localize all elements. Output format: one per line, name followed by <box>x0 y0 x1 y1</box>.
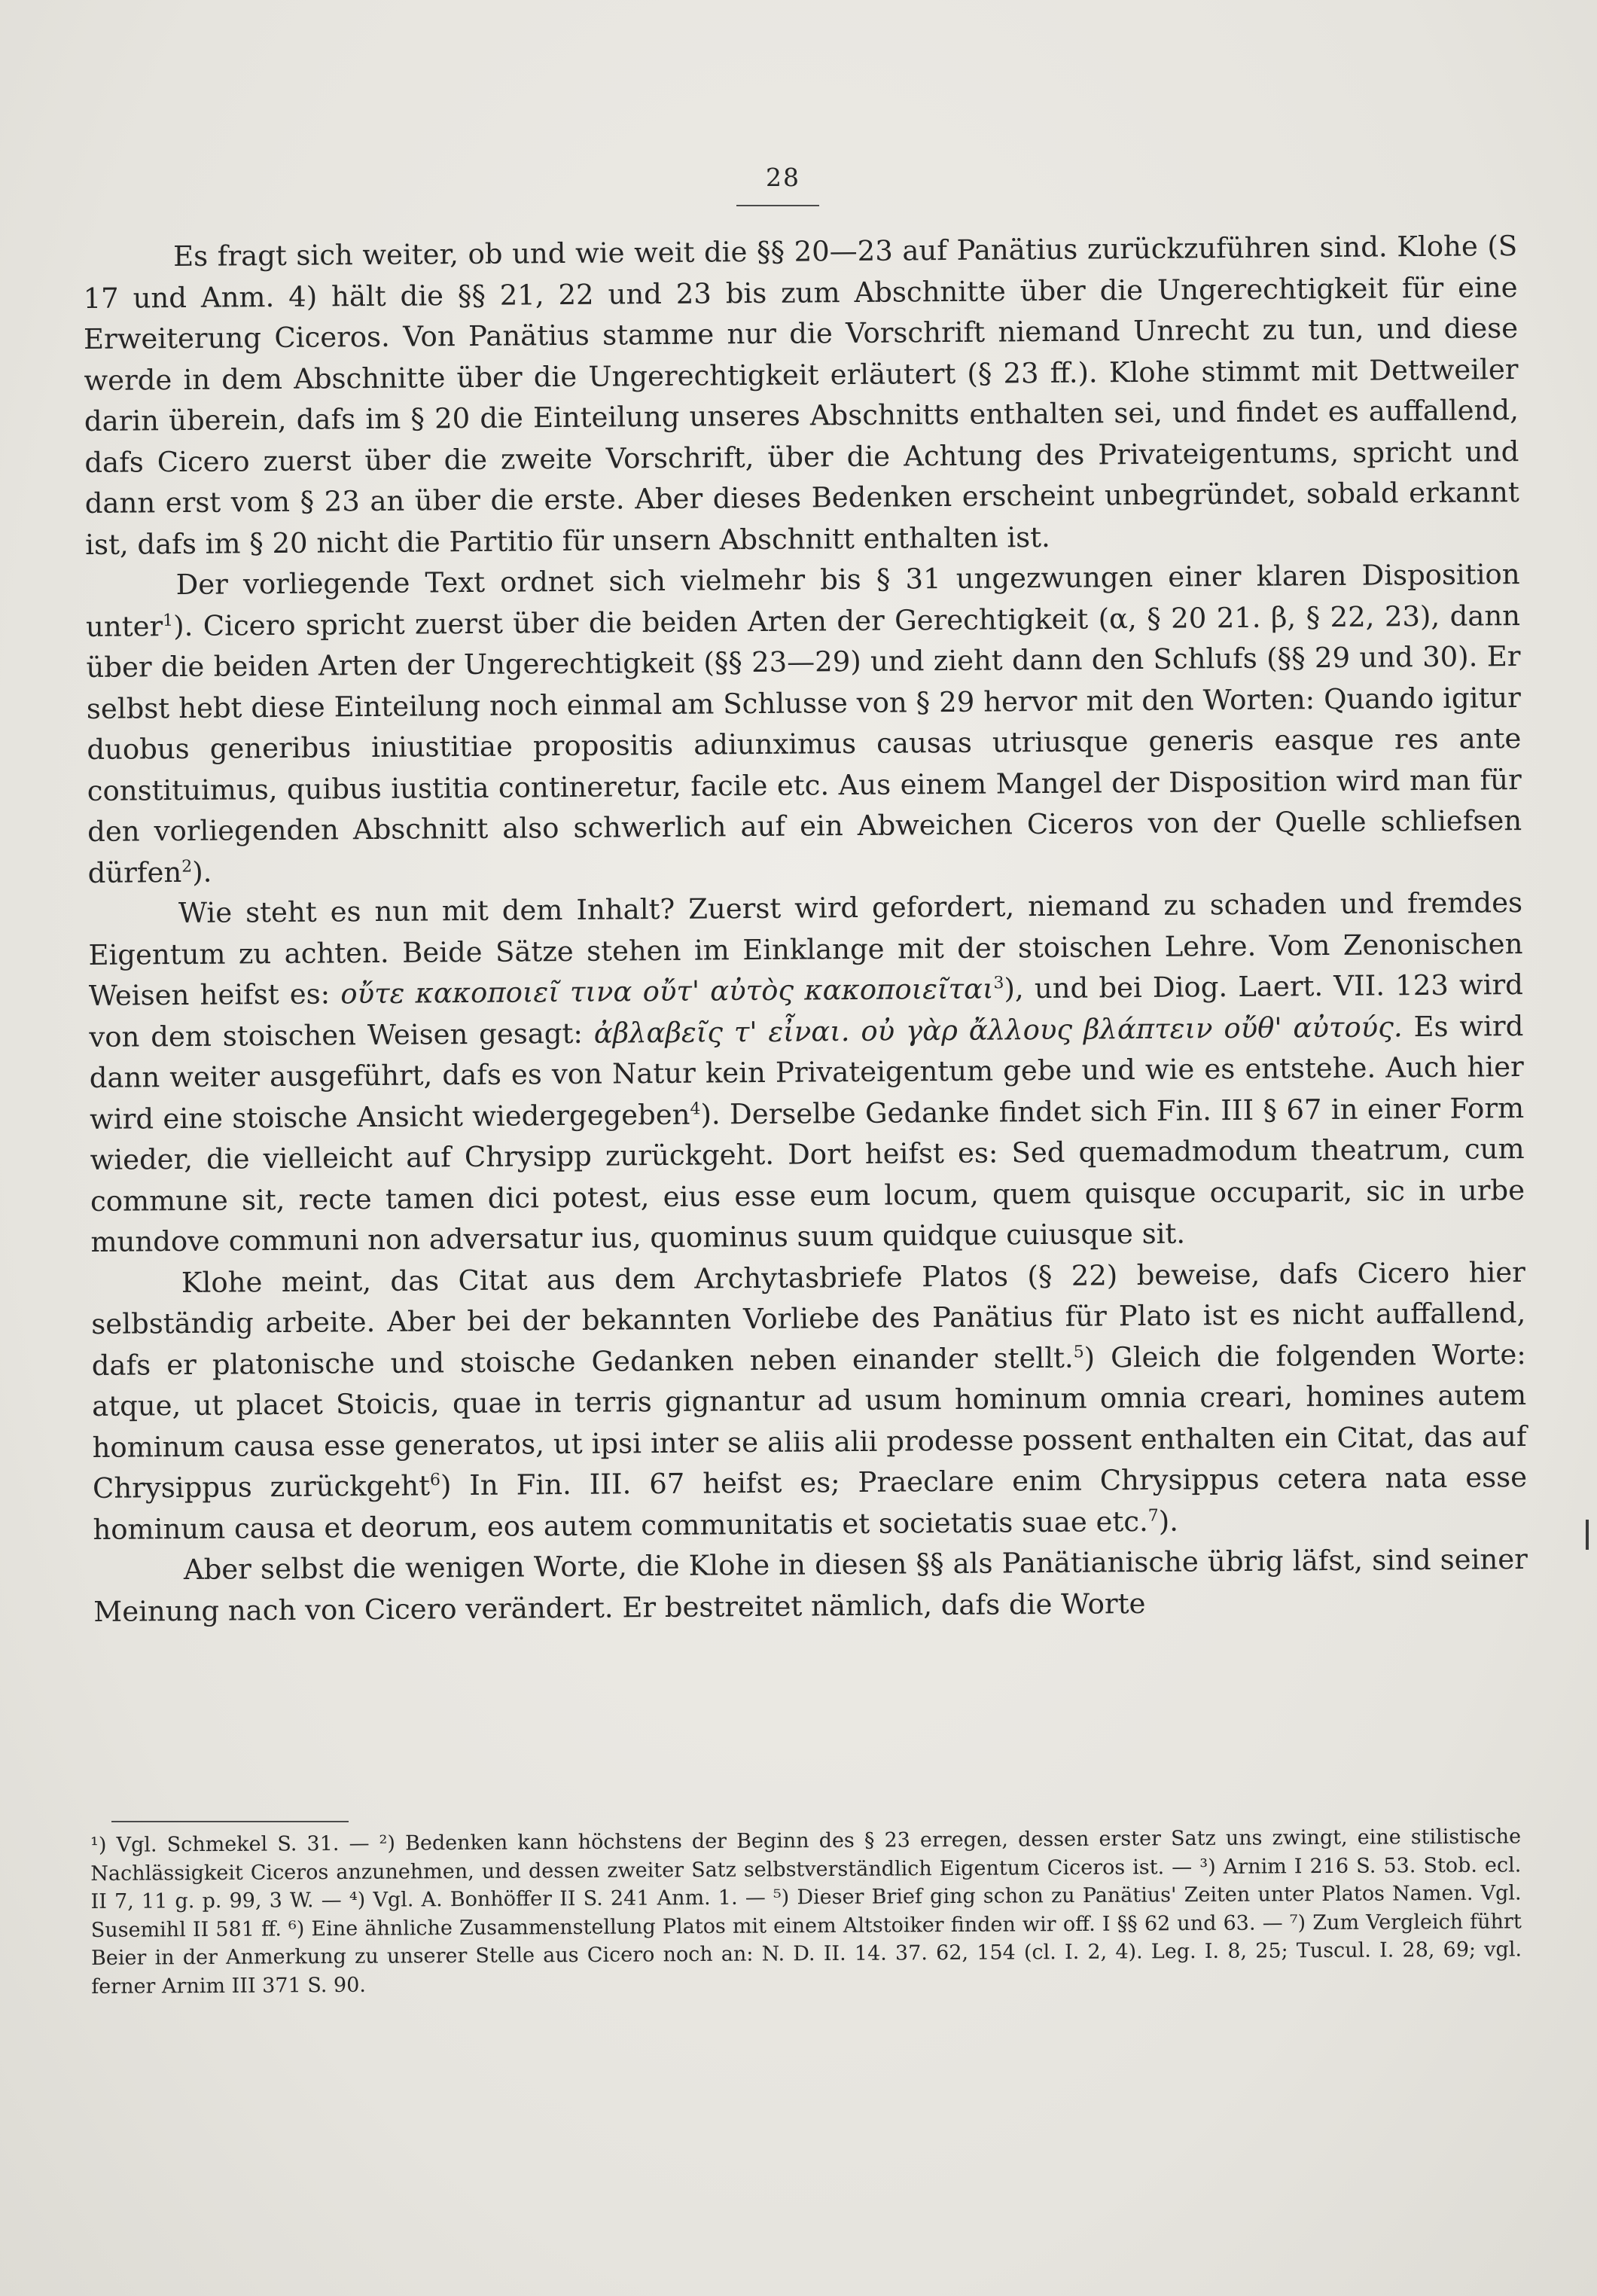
greek-quote-2: ἀβλαβεῖς τ' εἶναι. οὐ γὰρ ἄλλους βλάπτειν οὔθ' αὐτούς. <box>593 1010 1403 1050</box>
paragraph-2-text-c: ). <box>192 855 212 889</box>
footnote-ref-6: 6 <box>429 1470 441 1490</box>
footnote-ref-5: 5 <box>1073 1342 1084 1361</box>
page-edge-mark <box>1586 1520 1589 1550</box>
paragraph-2-text-a: Der vorliegende Text ordnet sich vielmehr bis § 31 ungezwungen einer klaren Disposition unter <box>85 558 1520 643</box>
paragraph-1: Es fragt sich weiter, ob und wie weit die §§ 20—23 auf Panätius zurückzuführen sind. Klohe (S 17 und Anm. 4) hält die §§ 21, 22 und 23 bis zum Abschnitte über die Ungerechtigkeit für eine Erweiterung Ciceros. Von Panätius stamme nur die Vorschrift niemand Unrecht zu tun, und diese werde in dem Abschnitte über die Ungerechtigkeit erläutert (§ 23 ff.). Klohe stimmt mit Dettweiler darin überein, dafs im § 20 die Einteilung unseres Abschnitts enthalten sei, und findet es auffallend, dafs Cicero zuerst über die zweite Vorschrift, über die Achtung des Privateigentums, spricht und dann erst vom § 23 an über die erste. Aber dieses Bedenken erscheint unbegründet, sobald erkannt ist, dafs im § 20 nicht die Partitio für unsern Abschnitt enthalten ist. <box>83 230 1519 561</box>
greek-quote-1: οὔτε κακοποιεῖ τινα οὔτ' αὐτὸς κακοποιεῖται <box>340 972 994 1011</box>
body-text <box>83 226 1528 1633</box>
paragraph-4-text-b: ) Gleich die folgenden Worte: atque, ut placet Stoicis, quae in terris gignantur ad usum hominum omnia creari, homines autem hominum causa esse generatos, ut ipsi inter se aliis alii prodesse possent enthalten ein Citat, das auf Chrysippus zurückgeht <box>92 1337 1527 1505</box>
page-number-rule <box>736 205 819 206</box>
paragraph-2 <box>85 554 1522 894</box>
paragraph-5: Aber selbst die wenigen Worte, die Klohe in diesen §§ als Panätianische übrig läfst, sind seiner Meinung nach von Cicero verändert. Er bestreitet nämlich, dafs die Worte <box>93 1542 1528 1628</box>
footnote-ref-3: 3 <box>993 974 1004 993</box>
paragraph-3 <box>88 883 1525 1263</box>
page-number: 28 <box>766 163 800 192</box>
footnotes-text: ¹) Vgl. Schmekel S. 31. — ²) Bedenken kann höchstens der Beginn des § 23 erregen, dessen erster Satz uns zwingt, eine stilistische Nachlässigkeit Ciceros anzunehmen, und dessen zweiter Satz selbstverständlich Eigentum Ciceros ist. — ³) Arnim I 216 S. 53. Stob. ecl. II 7, 11 g. p. 99, 3 W. — ⁴) Vgl. A. Bonhöffer II S. 241 Anm. 1. — ⁵) Dieser Brief ging schon zu Panätius' Zeiten unter Platos Namen. Vgl. Susemihl II 581 ff. ⁶) Eine ähnliche Zusammenstellung Platos mit einem Altstoiker finden wir off. I §§ 62 und 63. — ⁷) Zum Vergleich führt Beier in der Anmerkung zu unserer Stelle aus Cicero noch an: N. D. II. 14. 37. 62, 154 (cl. I. 2, 4). Leg. I. 8, 25; Tuscul. I. 28, 69; vgl. ferner Arnim III 371 S. 90. <box>90 1825 1522 1999</box>
paragraph-4-text-a: Klohe meint, das Citat aus dem Archytasbriefe Platos (§ 22) beweise, dafs Cicero hier selbständig arbeite. Aber bei der bekannten Vorliebe des Panätius für Plato ist es nicht auffallend, dafs er platonische und stoische Gedanken neben einander stellt. <box>91 1255 1526 1382</box>
footnote-ref-2: 2 <box>181 857 193 877</box>
paragraph-4 <box>91 1252 1528 1550</box>
footnotes <box>90 1822 1522 2001</box>
paragraph-3-text-b: ), und bei Diog. Laert. VII. 123 wird von dem stoischen Weisen gesagt: <box>89 968 1524 1053</box>
footnote-ref-7: 7 <box>1147 1506 1159 1526</box>
footnote-rule <box>111 1821 349 1822</box>
paragraph-2-text-b: ). Cicero spricht zuerst über die beiden Arten der Gerechtigkeit (α, § 20 21. β, § 22, 23), dann über die beiden Arten der Ungerechtigkeit (§§ 23—29) und zieht dann den Schlufs (§§ 29 und 30). Er selbst hebt diese Einteilung noch einmal am Schlusse von § 29 hervor mit den Worten: Quando igitur duobus generibus iniustitiae propositis adiunximus causas utriusque generis easque res ante constituimus, quibus iustitia contineretur, facile etc. Aus einem Mangel der Disposition wird man für den vorliegenden Abschnitt also schwerlich auf ein Abweichen Ciceros von der Quelle schliefsen dürfen <box>86 599 1522 889</box>
paragraph-4-text-c: ) In Fin. III. 67 heifst es; Praeclare enim Chrysippus cetera nata esse hominum causa et deorum, eos autem communitatis et societatis suae etc. <box>93 1460 1528 1546</box>
footnote-ref-4: 4 <box>690 1099 701 1118</box>
footnote-ref-1: 1 <box>163 611 174 630</box>
paragraph-3-text-c: Es wird dann weiter ausgeführt, dafs es von Natur kein Privateigentum gebe und wie es entstehe. Auch hier wird eine stoische Ansicht wiedergegeben <box>89 1009 1524 1136</box>
paragraph-3-text-a: Wie steht es nun mit dem Inhalt? Zuerst wird gefordert, niemand zu schaden und fremdes Eigentum zu achten. Beide Sätze stehen im Einklange mit der stoischen Lehre. Vom Zenonischen Weisen heifst es: <box>88 886 1523 1012</box>
paragraph-4-text-d: ). <box>1158 1505 1179 1538</box>
paragraph-3-text-d: ). Derselbe Gedanke findet sich Fin. III § 67 in einer Form wieder, die vielleicht auf Chrysipp zurückgeht. Dort heifst es: Sed quemadmodum theatrum, cum commune sit, recte tamen dici potest, eius esse eum locum, quem quisque occuparit, sic in urbe mundove communi non adversatur ius, quominus suum quidque cuiusque sit. <box>90 1091 1525 1258</box>
